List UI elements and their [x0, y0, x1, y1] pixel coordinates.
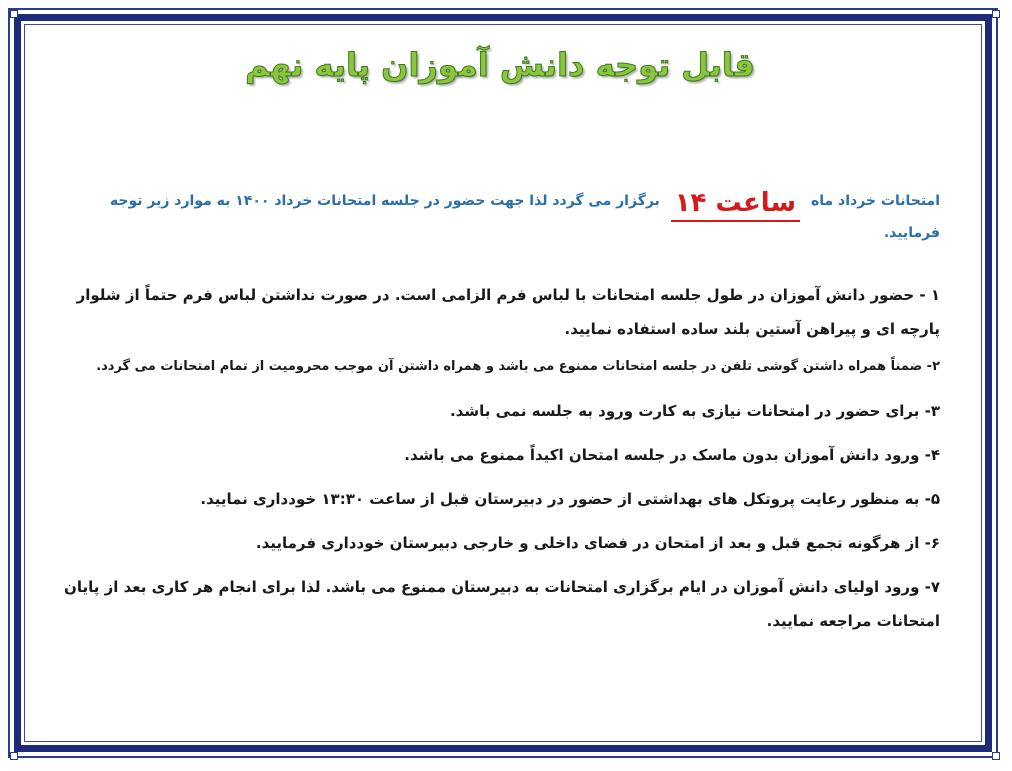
rule-item: ۱ - حضور دانش آموزان در طول جلسه امتحانات با لباس فرم الزامی است. در صورت نداشتن لباس فرم حتماً از شلوار پارچه ای و پیراهن آستین بلند ساده استفاده نمایید.	[76, 286, 940, 338]
rule-item: ۶- از هرگونه تجمع قبل و بعد از امتحان در فضای داخلی و خارجی دبیرستان خودداری فرمایید.	[255, 534, 940, 552]
rules-list	[60, 278, 940, 638]
intro-text-start: امتحانات خرداد ماه	[810, 193, 940, 209]
corner-ornament	[992, 752, 1000, 760]
rule-item: ۴- ورود دانش آموزان بدون ماسک در جلسه امتحان اکیداً ممنوع می باشد.	[404, 446, 940, 464]
corner-ornament	[10, 752, 18, 760]
rule-item: ۲- ضمناً همراه داشتن گوشی تلفن در جلسه امتحانات ممنوع می باشد و همراه داشتن آن موجب محرومیت از تمام امتحانات می گردد.	[96, 359, 940, 374]
rule-item: ۵- به منظور رعایت پروتکل های بهداشتی از حضور در دبیرستان قبل از ساعت ۱۳:۳۰ خودداری نمایید.	[200, 490, 940, 508]
intro-text-end: برگزار می گردد لذا جهت حضور در جلسه امتحانات خرداد ۱۴۰۰ به موارد زیر توجه فرمایید.	[109, 193, 940, 241]
intro-paragraph	[60, 190, 940, 244]
notice-title: قابل توجه دانش آموزان پایه نهم	[245, 46, 755, 84]
rule-item: ۷- ورود اولیای دانش آموزان در ایام برگزاری امتحانات به دبیرستان ممنوع می باشد. لذا برای انجام هر کاری بعد از پایان امتحانات مراجعه نمایید.	[64, 578, 940, 630]
corner-ornament	[992, 10, 1000, 18]
notice-content	[60, 30, 940, 648]
corner-ornament	[10, 10, 18, 18]
exam-hour: ساعت ۱۴	[671, 192, 800, 222]
rule-item: ۳- برای حضور در امتحانات نیازی به کارت ورود به جلسه نمی باشد.	[449, 402, 940, 420]
